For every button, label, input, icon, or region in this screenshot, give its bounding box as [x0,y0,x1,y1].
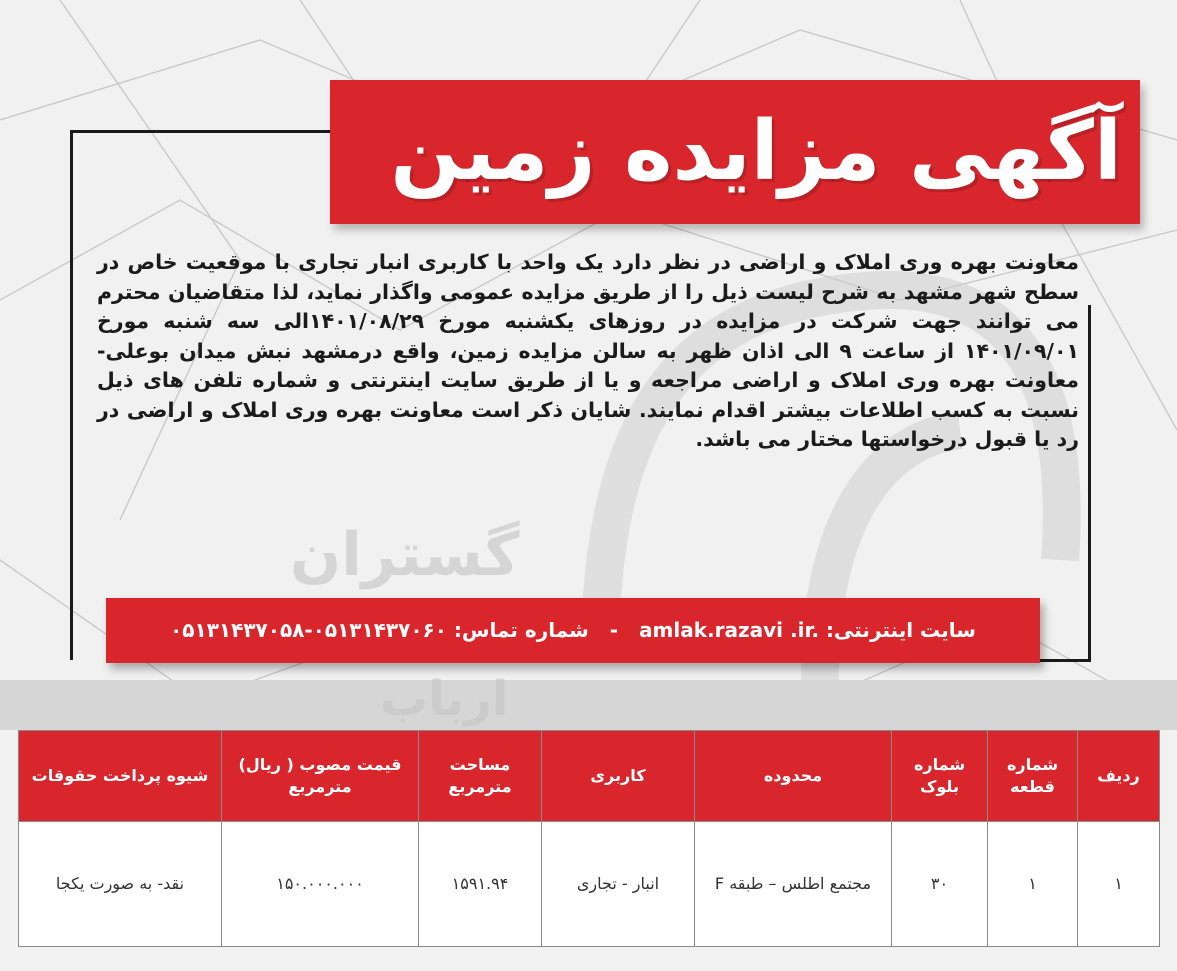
header-usage: کاربری [542,731,695,822]
cell-price: ۱۵۰.۰۰۰.۰۰۰ [222,822,419,947]
cell-size: ۱۵۹۱.۹۴ [419,822,542,947]
cell-block-number: ۳۰ [892,822,988,947]
title-banner [330,80,1140,224]
cell-area: مجتمع اطلس – طبقه F [695,822,892,947]
website-link[interactable]: amlak.razavi .ir. [639,618,820,642]
header-size: مساحت مترمربع [419,731,542,822]
website-label: سایت اینترنتی: [826,618,976,642]
cell-payment: نقد- به صورت یکجا [19,822,222,947]
phone-label: شماره تماس: [453,618,589,642]
decorative-frame-right [1088,305,1091,662]
cell-parcel-number: ۱ [988,822,1078,947]
cell-usage: انبار - تجاری [542,822,695,947]
header-payment: شیوه پرداخت حقوقات [19,731,222,822]
header-row-number: ردیف [1078,731,1160,822]
header-block-number: شماره بلوک [892,731,988,822]
table-header-row [19,731,1160,822]
svg-text:ارباب: ارباب [380,671,509,727]
decorative-frame-bottom [1040,659,1091,662]
phone-numbers: ۰۵۱۳۱۴۳۷۰۵۸-۰۵۱۳۱۴۳۷۰۶۰ [170,618,447,642]
page-title: آگهی مزایده زمین [390,104,1122,199]
contact-bar [106,598,1040,663]
announcement-body: معاونت بهره وری املاک و اراضی در نظر دارد یک واحد با کاربری انبار تجاری با موقعیت خاص در سطح شهر مشهد به شرح لیست ذیل را از طریق مزایده عمومی واگذار نماید، لذا متقاضیان محترم می توانند جهت شرکت در مزایده در روزهای یکشنبه مورخ ۱۴۰۱/۰۸/۲۹الی سه شنبه مورخ ۱۴۰۱/۰۹/۰۱ از ساعت ۹ الی اذان ظهر به سالن مزایده زمین، واقع درمشهد نبش میدان بوعلی- معاونت بهره وری املاک و اراضی مراجعه و یا از طریق سایت اینترنتی و شماره تلفن های ذیل نسبت به کسب اطلاعات بیشتر اقدام نمایند. شایان ذکر است معاونت بهره وری املاک و اراضی در رد یا قبول درخواستها مختار می باشد. [97,250,1080,451]
auction-table [18,730,1160,947]
header-area: محدوده [695,731,892,822]
cell-row-number: ۱ [1078,822,1160,947]
header-price: قیمت مصوب ( ریال) مترمربع [222,731,419,822]
contact-separator: - [609,618,619,642]
svg-text:گستران: گستران [290,520,520,590]
table-row [19,822,1160,947]
header-parcel-number: شماره قطعه [988,731,1078,822]
